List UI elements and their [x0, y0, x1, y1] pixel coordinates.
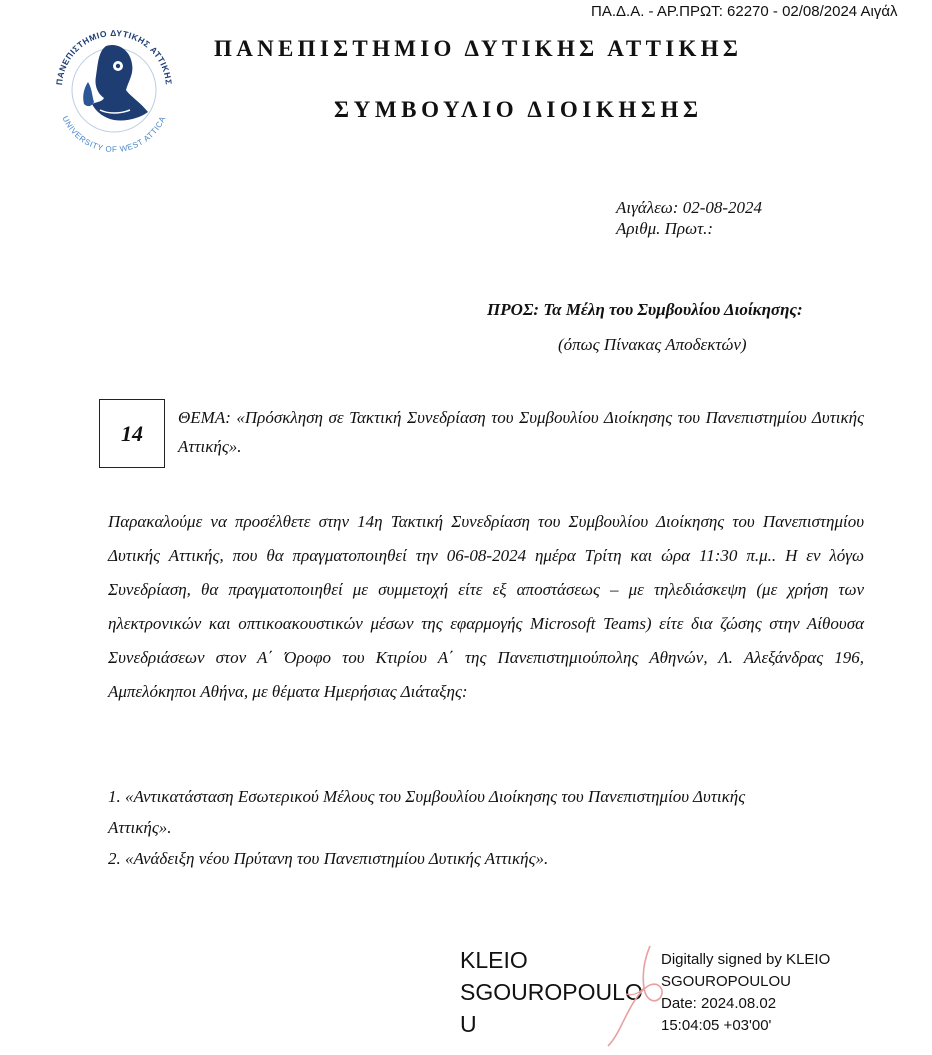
recipients-line: ΠΡΟΣ: Τα Μέλη του Συμβουλίου Διοίκησης: [487, 300, 803, 319]
subject-text: ΘΕΜΑ: «Πρόσκληση σε Τακτική Συνεδρίαση του Συμβουλίου Διοίκησης του Πανεπιστημίου Δυτικής Αττικής». [178, 408, 864, 456]
date-block [616, 197, 762, 239]
signer-name-line-2: SGOUROPOULO [460, 979, 643, 1005]
meeting-number-box: 14 [99, 399, 165, 468]
council-title: ΣΥΜΒΟΥΛΙΟ ΔΙΟΙΚΗΣΗΣ [334, 97, 703, 122]
agenda-list [108, 781, 864, 874]
signature-date-line: Date: 2024.08.02 [661, 995, 777, 1012]
date-line: Αιγάλεω: 02-08-2024 [616, 198, 763, 217]
signature-time-line: 15:04:05 +03'00' [661, 1017, 772, 1034]
signer-name-line-1: KLEIO [460, 947, 528, 973]
recipients-note: (όπως Πίνακας Αποδεκτών) [558, 335, 747, 354]
invitation-paragraph: Παρακαλούμε να προσέλθετε στην 14η Τακτική Συνεδρίαση του Συμβουλίου Διοίκησης του Πανεπιστημίου Δυτικής Αττικής, που θα πραγματοποιηθεί την 06-08-2024 ημέρα Τρίτη και ώρα 11:30 π.μ.. Η εν λόγω Συνεδρίαση, θα πραγματοποιηθεί με συμμετοχή είτε εξ αποστάσεως – με τηλεδιάσκεψη (με χρήση των ηλεκτρονικών και οπτικοακουστικών μέσων της εφαρμογής Microsoft Teams) είτε δια ζώσης στην Αίθουσα Συνεδριάσεων στον Α΄ Όροφο του Κτιρίου Α΄ της Πανεπιστημιούπολης Αθηνών, Λ. Αλεξάνδρας 196, Αμπελόκηποι Αθήνα, με θέματα Ημερήσιας Διάταξης: [108, 512, 864, 701]
signature-info-line-2: SGOUROPOULOU [661, 973, 792, 990]
agenda-item-1-line-2: Αττικής». [108, 818, 172, 837]
signature-info-line-1: Digitally signed by KLEIO [661, 951, 831, 968]
agenda-item-1-line-1: 1. «Αντικατάσταση Εσωτερικού Μέλους του Συμβουλίου Διοίκησης του Πανεπιστημίου Δυτικής [108, 787, 746, 806]
university-logo [44, 18, 184, 158]
logo-text-top: ΠΑΝΕΠΙΣΤΗΜΙΟ ΔΥΤΙΚΗΣ ΑΤΤΙΚΗΣ [54, 27, 174, 86]
protocol-stamp: ΠΑ.Δ.Α. - ΑΡ.ΠΡΩΤ: 62270 - 02/08/2024 Αιγάλ [591, 3, 898, 20]
agenda-item-2: 2. «Ανάδειξη νέου Πρύτανη του Πανεπιστημίου Δυτικής Αττικής». [108, 849, 549, 868]
svg-text:UNIVERSITY OF WEST ATTICA [60, 115, 167, 154]
logo-text-bottom: UNIVERSITY OF WEST ATTICA [60, 114, 168, 155]
signer-name-line-3: U [460, 1011, 477, 1037]
signature-info [661, 949, 830, 1037]
protocol-number-line: Αριθμ. Πρωτ.: [616, 219, 714, 238]
university-title: ΠΑΝΕΠΙΣΤΗΜΙΟ ΔΥΤΙΚΗΣ ΑΤΤΙΚΗΣ [214, 36, 743, 61]
